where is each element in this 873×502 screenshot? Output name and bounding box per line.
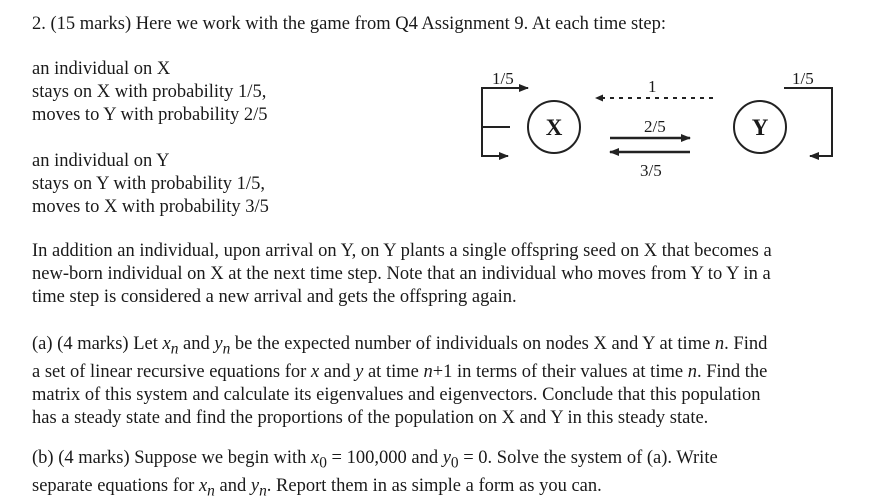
part-b-paragraph <box>32 447 862 502</box>
rule-x-stay: stays on X with probability 1/5, <box>32 82 267 102</box>
addition-line-1: In addition an individual, upon arrival on Y, on Y plants a single offspring seed on X that becomes a <box>32 241 772 261</box>
addition-line-2: new-born individual on X at the next time step. Note that an individual who moves from Y to Y in a <box>32 264 771 284</box>
dashed-label: 1 <box>648 77 657 96</box>
rule-y-title: an individual on Y <box>32 151 170 171</box>
part-a-line-4: has a steady state and find the proportions of the population on X and Y in this steady state. <box>32 407 709 428</box>
rule-x-title: an individual on X <box>32 59 171 79</box>
markov-diagram <box>470 68 850 188</box>
loop-x-label: 1/5 <box>492 69 514 88</box>
part-a-paragraph <box>32 333 862 430</box>
part-a-line-3: matrix of this system and calculate its eigenvalues and eigenvectors. Conclude that this population <box>32 384 761 405</box>
node-y-label: Y <box>751 115 769 140</box>
addition-line-3: time step is considered a new arrival and gets the offspring again. <box>32 287 517 307</box>
addition-paragraph <box>32 240 862 309</box>
node-x-label: X <box>545 115 563 140</box>
loop-x-arrow <box>482 88 528 127</box>
y-to-x-label: 3/5 <box>640 161 662 180</box>
part-b-line-1: (b) (4 marks) Suppose we begin with $x_0 = 100,000$ and $y_0 = 0$. Solve the system of (a). Write <box>32 448 718 472</box>
rule-y-stay: stays on Y with probability 1/5, <box>32 174 265 194</box>
rule-x-move: moves to Y with probability 2/5 <box>32 105 268 125</box>
part-b-line-2: separate equations for $x_n$ and $y_n$. Report them in as simple a form as you can. <box>32 475 602 500</box>
loop-y-arrow <box>784 88 832 156</box>
rule-y-move: moves to X with probability 3/5 <box>32 197 269 217</box>
part-a-line-1: (a) (4 marks) Let $x_n$ and $y_n$ be the expected number of individuals on nodes X and Y at time n. Find <box>32 334 768 358</box>
part-a-line-2: a set of linear recursive equations for x and y at time n+1 in terms of their values at time n. Find the <box>32 361 768 382</box>
loop-x-return <box>482 127 508 156</box>
question-header: 2. (15 marks) Here we work with the game from Q4 Assignment 9. At each time step: <box>32 14 666 34</box>
x-to-y-label: 2/5 <box>644 117 666 136</box>
loop-y-label: 1/5 <box>792 69 814 88</box>
